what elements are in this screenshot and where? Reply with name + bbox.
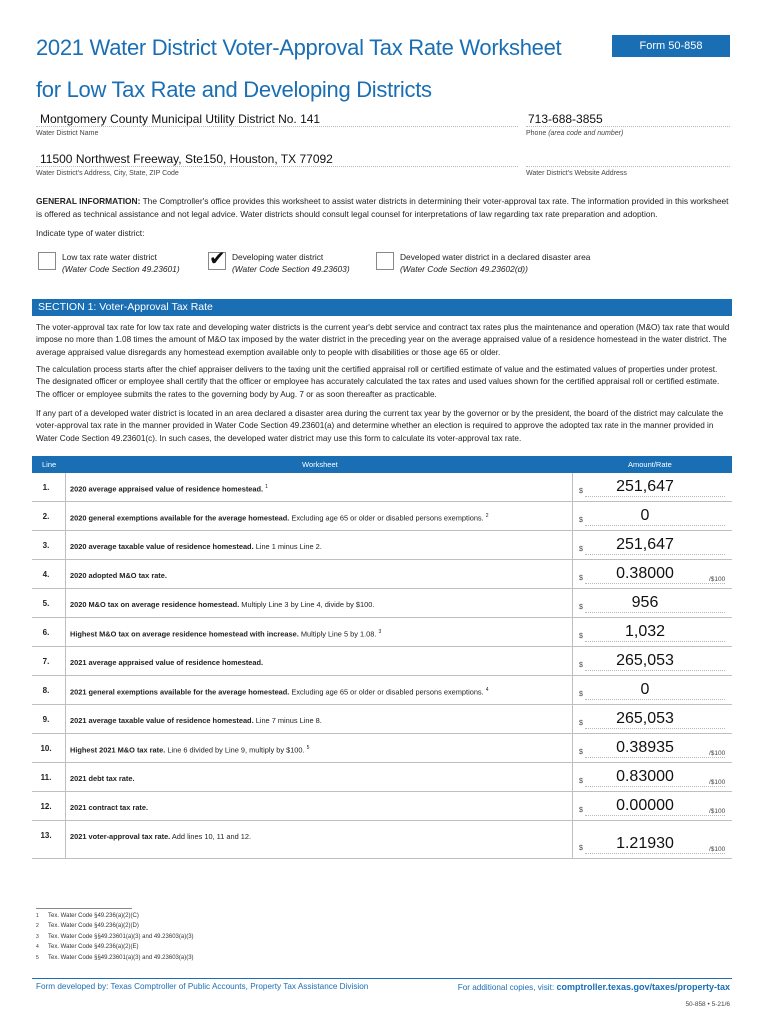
table-row — [32, 589, 732, 618]
column-divider — [572, 589, 573, 617]
line-description — [70, 542, 570, 551]
line-number: 13. — [40, 831, 52, 840]
amount-line — [585, 670, 725, 671]
column-divider — [65, 676, 66, 704]
phone-line — [526, 126, 730, 127]
section-1-paragraph-2: The calculation process starts after the chief appraiser delivers to the taxing unit the certified appraisal roll or certified estimate of value and the estimated values of properties under protest. The designated officer or employee shall certify that the officer or employee has accurately calculated the tax rates and used values shown for the certified appraisal roll or certified estimate. The officer or employee submits the rates to the governing body by Aug. 7 or as soon thereafter as practicable. — [36, 365, 720, 399]
amount-value[interactable]: 251,647 — [616, 536, 674, 553]
footnote-rule — [36, 908, 132, 909]
table-row — [32, 531, 732, 560]
table-row — [32, 763, 732, 792]
column-divider — [65, 531, 66, 559]
column-divider — [65, 792, 66, 820]
dollar-sign: $ — [579, 517, 583, 524]
amount-value[interactable]: 0.00000 — [616, 797, 674, 814]
general-info-lead: GENERAL INFORMATION: — [36, 196, 141, 206]
per-100-unit: /$100 — [709, 846, 726, 853]
developed-disaster-text: Developed water district in a declared disaster area — [400, 252, 591, 262]
line-description-rest: Add lines 10, 11 and 12. — [170, 832, 252, 841]
dollar-sign: $ — [579, 845, 583, 852]
section-1-paragraph-3: If any part of a developed water district is located in an area declared a disaster area during the current tax year by the governor or by the president, the board of the district may calculate the voter-approval tax rate in the manner provided in Water Code Section 49.23601(a) and determine whether an election is required to approve the adopted tax rate in the manner provided in Water Code Section 49.23601(c). In such cases, the developed water district may use this form to calculate its voter-approval tax rate. — [36, 409, 724, 443]
line-description — [70, 803, 570, 812]
per-100-unit: /$100 — [709, 808, 726, 815]
footer-credit: Form developed by: Texas Comptroller of Public Accounts, Property Tax Assistance Division — [36, 982, 369, 991]
amount-value[interactable]: 265,053 — [616, 710, 674, 727]
footnote-ref: 3 — [378, 629, 382, 635]
dollar-sign: $ — [579, 546, 583, 553]
line-description — [70, 832, 570, 841]
column-divider — [572, 618, 573, 646]
line-description-rest: Line 6 divided by Line 9, multiply by $100. — [165, 745, 305, 755]
amount-line — [585, 786, 725, 787]
line-description-bold: 2020 adopted M&O tax rate. — [70, 571, 167, 580]
phone-value[interactable]: 713-688-3855 — [528, 112, 603, 126]
footnote-ref: 5 — [306, 745, 310, 751]
amount-line — [585, 525, 725, 526]
line-description-bold: 2020 general exemptions available for the average homestead. — [70, 513, 290, 523]
line-description-bold: 2020 average appraised value of residence homestead. — [70, 484, 264, 494]
column-divider — [65, 705, 66, 733]
line-description — [70, 745, 570, 754]
line-number: 7. — [42, 657, 50, 666]
line-description-bold: 2021 general exemptions available for the average homestead. — [70, 687, 290, 697]
form-number-badge: Form 50-858 — [612, 35, 730, 57]
footer-copies-prefix: For additional copies, visit: — [457, 983, 557, 992]
footer-copies — [458, 982, 730, 992]
amount-value[interactable]: 1,032 — [624, 623, 666, 640]
section-1-paragraph-1: The voter-approval tax rate for low tax rate and developing water districts is the current year's debt service and contract tax rates plus the maintenance and operation (M&O) tax rate that would impose no more than 1.08 times the amount of M&O tax imposed by the water district in the preceding year on the average appraised value of a residence homestead in the water district. The average appraised value disregards any homestead exemption available only to people with disabilities or those age 65 or older. — [36, 323, 730, 357]
developing-label — [232, 251, 350, 275]
amount-value[interactable]: 956 — [631, 594, 659, 611]
footnote — [36, 911, 194, 921]
column-divider — [572, 502, 573, 530]
line-number: 6. — [42, 628, 50, 637]
checkbox-developing[interactable] — [208, 248, 226, 270]
per-100-unit: /$100 — [709, 779, 726, 786]
footnote-text: Tex. Water Code §§49.23601(a)(3) and 49.23603(a)(3) — [48, 933, 194, 940]
footnote-number: 4 — [36, 944, 39, 951]
low-tax-rate-code: (Water Code Section 49.23601) — [62, 264, 180, 274]
website-label: Water District's Website Address — [526, 170, 627, 177]
line-description-rest: Multiply Line 3 by Line 4, divide by $100. — [239, 600, 375, 609]
amount-line — [585, 641, 725, 642]
table-row — [32, 705, 732, 734]
line-description — [70, 600, 570, 609]
dollar-sign: $ — [579, 720, 583, 727]
header-amount-rate: Amount/Rate — [628, 460, 672, 469]
worksheet-table-header — [32, 456, 732, 473]
column-divider — [572, 676, 573, 704]
form-revision-code: 50-858 • 5-21/6 — [685, 1001, 730, 1008]
form-title-line2: for Low Tax Rate and Developing Districts — [36, 77, 432, 102]
line-description — [70, 658, 570, 667]
line-number: 1. — [42, 483, 50, 492]
amount-value[interactable]: 0 — [640, 681, 650, 698]
line-number: 4. — [42, 570, 50, 579]
amount-value[interactable]: 0.38935 — [616, 739, 674, 756]
amount-line — [585, 815, 725, 816]
table-row — [32, 502, 732, 531]
amount-line — [585, 496, 725, 497]
column-divider — [572, 821, 573, 858]
amount-line — [585, 554, 725, 555]
indicate-district-type-label: Indicate type of water district: — [36, 228, 145, 238]
footnote — [36, 932, 194, 942]
column-divider — [572, 792, 573, 820]
footnote-text: Tex. Water Code §49.236(a)(2)(E) — [48, 944, 139, 951]
line-description-bold: 2021 voter-approval tax rate. — [70, 832, 171, 841]
amount-line — [585, 853, 725, 854]
dollar-sign: $ — [579, 633, 583, 640]
dollar-sign: $ — [579, 807, 583, 814]
dollar-sign: $ — [579, 778, 583, 785]
footnote-text: Tex. Water Code §49.236(a)(2)(C) — [48, 913, 139, 919]
dollar-sign: $ — [579, 691, 583, 698]
phone-label-note: (area code and number) — [548, 130, 624, 137]
amount-line — [585, 728, 725, 729]
line-number: 9. — [42, 715, 50, 724]
footnote-ref: 2 — [485, 513, 489, 519]
developed-disaster-label — [400, 251, 590, 275]
website-line — [526, 166, 730, 167]
table-row — [32, 676, 732, 705]
dollar-sign: $ — [579, 749, 583, 756]
column-divider — [65, 734, 66, 762]
table-row — [32, 473, 732, 502]
footnotes — [36, 911, 194, 963]
line-description-bold: 2021 contract tax rate. — [70, 803, 149, 812]
phone-label-text: Phone — [526, 130, 547, 137]
column-divider — [65, 618, 66, 646]
phone-label — [526, 130, 623, 137]
address-line — [36, 166, 518, 167]
line-description-rest: Line 1 minus Line 2. — [253, 542, 322, 551]
amount-line — [585, 612, 725, 613]
dollar-sign: $ — [579, 488, 583, 495]
column-divider — [572, 734, 573, 762]
amount-line — [585, 757, 725, 758]
header-worksheet: Worksheet — [302, 460, 338, 469]
footer-copies-link[interactable]: comptroller.texas.gov/taxes/property-tax — [556, 982, 730, 992]
footnote-text: Tex. Water Code §49.236(a)(2)(D) — [48, 923, 139, 930]
per-100-unit: /$100 — [709, 750, 726, 757]
line-number: 3. — [42, 541, 50, 550]
line-description — [70, 571, 570, 580]
column-divider — [572, 763, 573, 791]
amount-value[interactable]: 265,053 — [616, 652, 674, 669]
address-value[interactable]: 11500 Northwest Freeway, Ste150, Houston, TX 77092 — [40, 152, 333, 166]
line-description-bold: 2021 average appraised value of residence homestead. — [70, 658, 264, 667]
per-100-unit: /$100 — [709, 576, 726, 583]
footer-rule — [32, 978, 732, 979]
column-divider — [65, 647, 66, 675]
line-number: 8. — [42, 686, 50, 695]
footnote-ref: 4 — [485, 687, 489, 693]
column-divider — [572, 473, 573, 501]
line-description — [70, 716, 570, 725]
line-description-bold: 2020 average taxable value of residence homestead. — [70, 542, 254, 551]
amount-value[interactable]: 251,647 — [616, 478, 674, 495]
footnote — [36, 953, 194, 963]
column-divider — [65, 502, 66, 530]
footnote-text: Tex. Water Code §§49.23601(a)(3) and 49.23603(a)(3) — [48, 954, 194, 961]
district-name-value[interactable]: Montgomery County Municipal Utility District No. 141 — [40, 112, 321, 126]
table-row — [32, 618, 732, 647]
developing-text: Developing water district — [232, 252, 324, 262]
dollar-sign: $ — [579, 662, 583, 669]
footnote — [36, 942, 194, 952]
amount-value[interactable]: 0 — [640, 507, 650, 524]
column-divider — [572, 705, 573, 733]
line-number: 5. — [42, 599, 50, 608]
line-description-bold: Highest 2021 M&O tax rate. — [70, 745, 166, 755]
line-number: 10. — [40, 744, 52, 753]
dollar-sign: $ — [579, 575, 583, 582]
amount-line — [585, 699, 725, 700]
header-line: Line — [42, 460, 57, 469]
checkbox-low-tax-rate[interactable] — [38, 252, 56, 270]
low-tax-rate-label — [62, 251, 180, 275]
column-divider — [572, 647, 573, 675]
amount-value[interactable]: 0.38000 — [616, 565, 674, 582]
table-row — [32, 821, 732, 859]
table-row — [32, 560, 732, 589]
developing-code: (Water Code Section 49.23603) — [232, 264, 350, 274]
footnote-ref: 1 — [265, 484, 268, 490]
low-tax-rate-text: Low tax rate water district — [62, 252, 157, 262]
address-label: Water District's Address, City, State, ZIP Code — [36, 170, 179, 177]
line-description-bold: 2020 M&O tax on average residence homestead. — [70, 600, 240, 609]
line-description — [70, 774, 570, 783]
footnote-number: 5 — [36, 954, 39, 961]
footnote-number: 1 — [36, 913, 39, 919]
column-divider — [65, 763, 66, 791]
line-description — [70, 513, 570, 522]
line-description — [70, 687, 570, 696]
footnote-number: 3 — [36, 933, 39, 940]
line-number: 12. — [40, 802, 52, 811]
line-number: 11. — [40, 773, 52, 782]
line-description-rest: Excluding age 65 or older or disabled persons exemptions. — [289, 687, 484, 697]
table-row — [32, 647, 732, 676]
district-name-label: Water District Name — [36, 130, 99, 137]
line-description-rest: Line 7 minus Line 8. — [253, 716, 322, 725]
line-description-bold: 2021 average taxable value of residence homestead. — [70, 716, 254, 725]
amount-line — [585, 583, 725, 584]
worksheet-table — [32, 473, 732, 859]
district-name-line — [36, 126, 518, 127]
line-description — [70, 484, 570, 493]
amount-value[interactable]: 0.83000 — [616, 768, 674, 785]
line-description — [70, 629, 570, 638]
line-description-bold: 2021 debt tax rate. — [70, 774, 135, 783]
table-row — [32, 792, 732, 821]
developed-disaster-code: (Water Code Section 49.23602(d)) — [400, 264, 528, 274]
line-description-rest: Excluding age 65 or older or disabled persons exemptions. — [289, 513, 484, 523]
column-divider — [65, 560, 66, 588]
line-description-bold: Highest M&O tax on average residence homestead with increase. — [70, 629, 299, 639]
column-divider — [65, 473, 66, 501]
amount-value[interactable]: 1.21930 — [616, 835, 674, 852]
line-description-rest: Multiply Line 5 by 1.08. — [298, 629, 377, 639]
footnote-number: 2 — [36, 923, 39, 930]
column-divider — [572, 531, 573, 559]
column-divider — [572, 560, 573, 588]
general-info-text: The Comptroller's office provides this worksheet to assist water districts in determining their voter-approval tax rate. The information provided in this worksheet is offered as technical assistance and not legal advice. Water districts should consult legal counsel for interpretations of law regarding tax rate preparation and adoption. — [36, 196, 729, 219]
checkbox-developed-disaster[interactable] — [376, 252, 394, 270]
table-row — [32, 734, 732, 763]
check-mark-icon: ✔ — [209, 248, 226, 270]
line-number: 2. — [42, 512, 50, 521]
section-1-header: SECTION 1: Voter-Approval Tax Rate — [32, 299, 732, 316]
footnote — [36, 921, 194, 931]
general-information — [36, 195, 732, 221]
form-title-line1: 2021 Water District Voter-Approval Tax Rate Worksheet — [36, 35, 562, 60]
column-divider — [65, 821, 66, 858]
column-divider — [65, 589, 66, 617]
dollar-sign: $ — [579, 604, 583, 611]
